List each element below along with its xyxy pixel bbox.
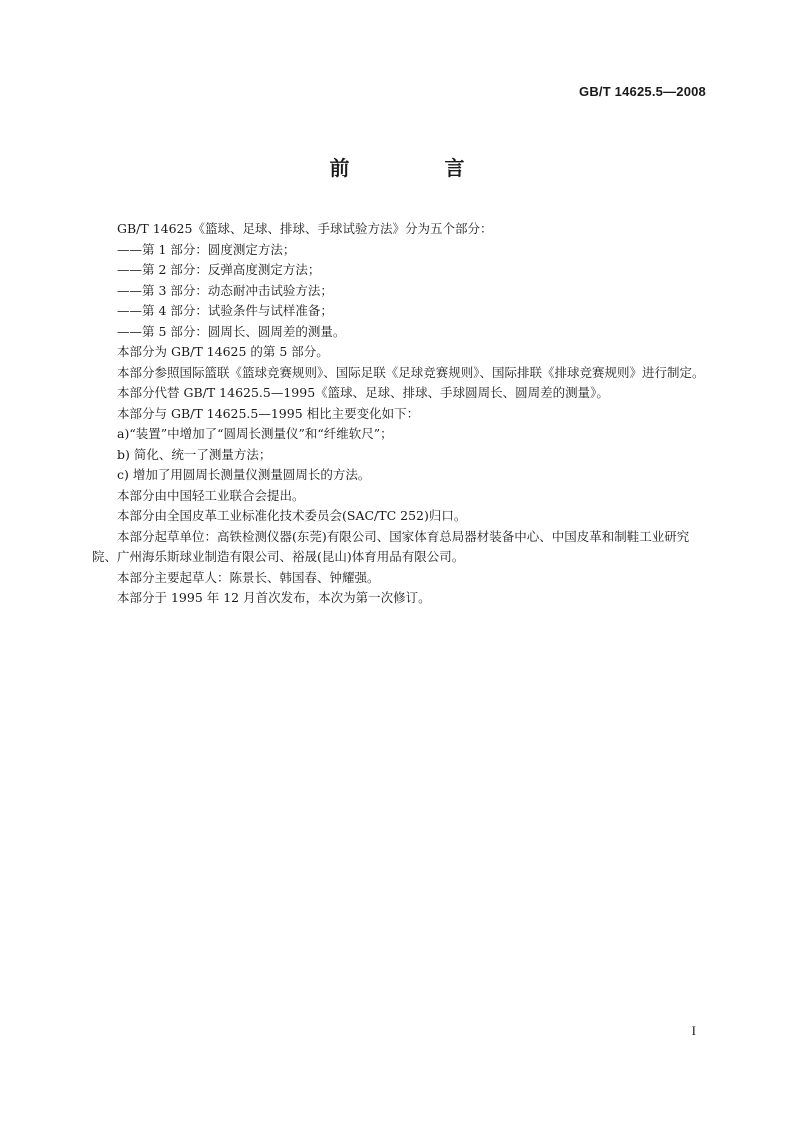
page-title: 前 言	[329, 156, 509, 180]
paragraph: GB/T 14625《篮球、足球、排球、手球试验方法》分为五个部分：	[117, 221, 493, 236]
paragraph: 本部分主要起草人：陈景长、韩国春、钟耀强。	[117, 569, 380, 585]
standard-code: GB/T 14625.5—2008	[579, 84, 706, 99]
paragraph: ——第 3 部分：动态耐冲击试验方法；	[117, 282, 333, 298]
paragraph: 本部分由全国皮革工业标准化技术委员会(SAC/TC 252)归口。	[117, 508, 467, 523]
paragraph: 本部分由中国轻工业联合会提出。	[117, 487, 305, 503]
paragraph: 本部分参照国际篮联《篮球竞赛规则》、国际足联《足球竞赛规则》、国际排联《排球竞赛规则》进行制定。	[117, 364, 705, 380]
paragraph: b) 简化、统一了测量方法；	[117, 446, 272, 462]
page-number: I	[691, 1023, 696, 1038]
paragraph: ——第 1 部分：圆度测定方法；	[117, 241, 296, 257]
paragraph: ——第 2 部分：反弹高度测定方法；	[117, 262, 321, 277]
paragraph: 本部分起草单位：高铁检测仪器(东莞)有限公司、国家体育总局器材装备中心、中国皮革和制鞋工业研究院、广州海乐斯球业制造有限公司、裕晟(昆山)体育用品有限公司。	[92, 528, 690, 564]
paragraph: 本部分为 GB/T 14625 的第 5 部分。	[117, 344, 329, 359]
paragraph: 本部分代替 GB/T 14625.5—1995《篮球、足球、排球、手球圆周长、圆周差的测量》。	[117, 385, 609, 400]
paragraph: 本部分于 1995 年 12 月首次发布，本次为第一次修订。	[117, 590, 431, 605]
paragraph: a)“装置”中增加了“圆周长测量仪”和“纤维软尺”；	[117, 426, 393, 441]
paragraph: ——第 5 部分：圆周长、圆周差的测量。	[117, 323, 346, 339]
preface-body	[92, 219, 706, 609]
paragraph: c) 增加了用圆周长测量仪测量圆周长的方法。	[117, 467, 371, 482]
paragraph: 本部分与 GB/T 14625.5—1995 相比主要变化如下：	[117, 405, 420, 421]
paragraph: ——第 4 部分：试验条件与试样准备；	[117, 303, 333, 318]
